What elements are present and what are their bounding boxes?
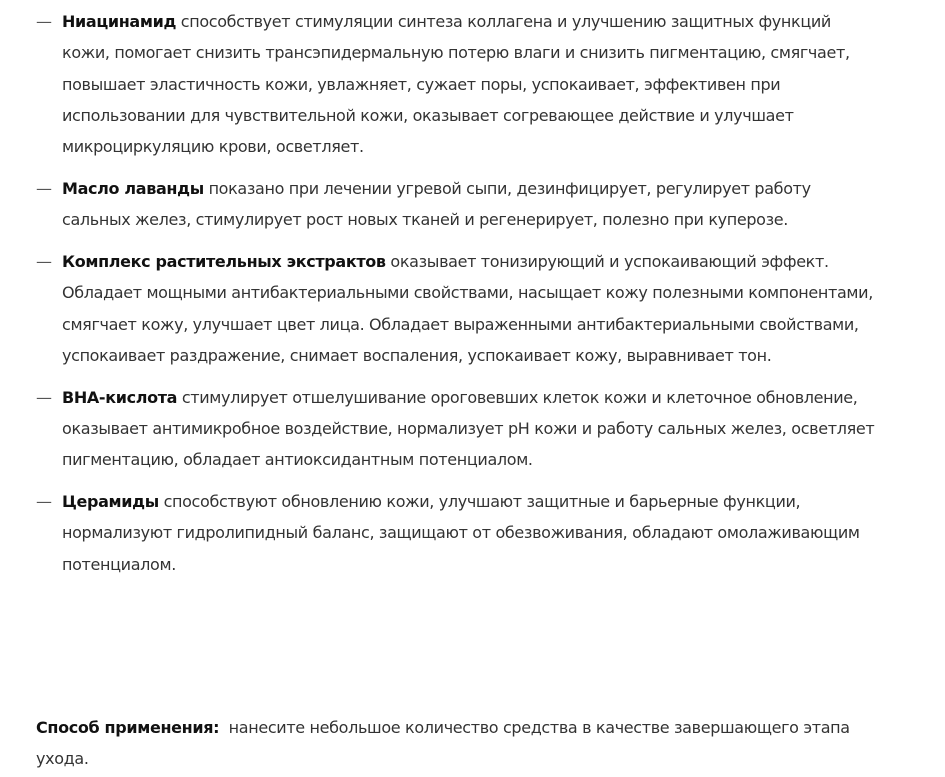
ingredient-item-bha-acid [36, 382, 876, 476]
ingredient-name: Масло лаванды [62, 178, 204, 198]
ingredient-item-ceramides [36, 486, 876, 580]
list-dash: — [36, 387, 52, 407]
list-dash: — [36, 12, 52, 31]
ingredient-item-lavender-oil [36, 173, 876, 236]
ingredient-name: Ниацинамид [62, 12, 177, 31]
list-dash: — [36, 492, 52, 512]
ingredient-description: стимулирует отшелушивание ороговевших клеток кожи и клеточное обновление, оказывает антимикробное воздействие, нормализует pH кожи и работу сальных желез, осветляет пигментацию, обладает антиоксидантным потенциалом. [62, 387, 875, 470]
ingredient-item-niacinamide [36, 6, 876, 162]
ingredient-item-plant-extracts [36, 246, 876, 371]
usage-label: Способ применения: [36, 718, 220, 737]
ingredient-name: BHA-кислота [62, 387, 178, 407]
ingredient-name: Комплекс растительных экстрактов [62, 252, 386, 272]
usage-instructions [36, 712, 856, 775]
list-dash: — [36, 252, 52, 272]
ingredient-description: способствуют обновлению кожи, улучшают защитные и барьерные функции, нормализуют гидролипидный баланс, защищают от обезвоживания, обладают омолаживающим потенциалом. [62, 492, 860, 574]
ingredient-name: Церамиды [62, 492, 159, 512]
ingredient-description: оказывает тонизирующий и успокаивающий эффект. Обладает мощными антибактериальными свойствами, насыщает кожу полезными компонентами, смягчает кожу, улучшает цвет лица. Обладает выраженными антибактериальными свойствами, успокаивает раздражение, снимает воспаления, успокаивает кожу, выравнивает тон. [62, 252, 873, 365]
ingredient-description: способствует стимуляции синтеза коллагена и улучшению защитных функций кожи, помогает снизить трансэпидермальную потерю влаги и снизить пигментацию, смягчает, повышает эластичность кожи, увлажняет, сужает поры, успокаивает, эффективен при использовании для чувствительной кожи, оказывает согревающее действие и улучшает микроциркуляцию крови, осветляет. [62, 12, 850, 157]
usage-text: нанесите небольшое количество средства в качестве завершающего этапа ухода. [36, 718, 855, 769]
ingredients-list [36, 6, 876, 591]
list-dash: — [36, 178, 52, 198]
ingredient-description: показано при лечении угревой сыпи, дезинфицирует, регулирует работу сальных желез, стимулирует рост новых тканей и регенерирует, полезно при куперозе. [62, 178, 811, 230]
